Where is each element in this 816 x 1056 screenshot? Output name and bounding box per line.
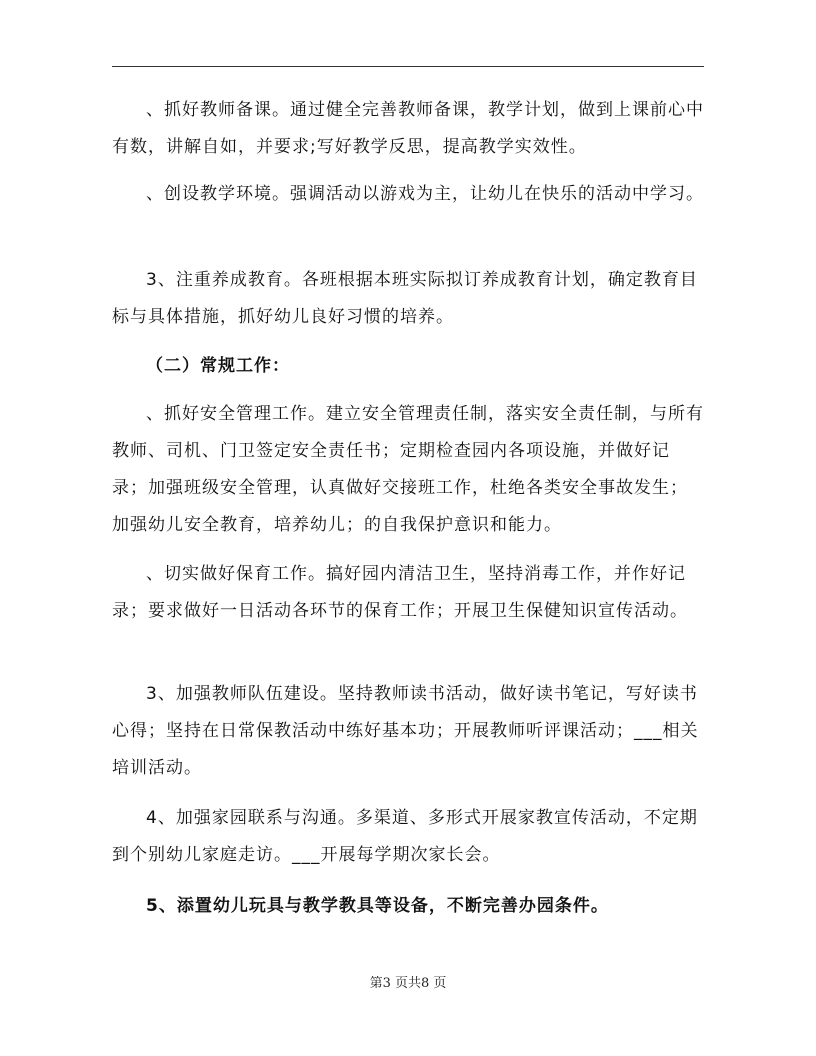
page-footer: 第3 页共8 页 bbox=[369, 976, 447, 991]
paragraph-childcare-work: 、切实做好保育工作。搞好园内清洁卫生，坚持消毒工作，并作好记录；要求做好一日活动各环节的保育工作；开展卫生保健知识宣传活动。 bbox=[112, 564, 688, 621]
section-heading-routine-work: （二）常规工作： bbox=[146, 356, 290, 376]
paragraph-safety-management: 、抓好安全管理工作。建立安全管理责任制，落实安全责任制，与所有教师、司机、门卫签定安全责任书；定期检查园内各项设施，并做好记录；加强班级安全管理，认真做好交接班工作，杜绝各类安全事故发生；加强幼儿安全教育，培养幼儿；的自我保护意识和能力。 bbox=[112, 404, 704, 535]
paragraph-teacher-team: 3、加强教师队伍建设。坚持教师读书活动，做好读书笔记，写好读书心得；坚持在日常保教活动中练好基本功；开展教师听评课活动；___相关培训活动。 bbox=[112, 684, 699, 778]
paragraph-teacher-lesson-prep: 、抓好教师备课。通过健全完善教师备课，教学计划，做到上课前心中有数，讲解自如，并要求;写好教学反思，提高教学实效性。 bbox=[112, 100, 704, 157]
paragraph-home-school: 4、加强家园联系与沟通。多渠道、多形式开展家教宣传活动，不定期到个别幼儿家庭走访。___开展每学期次家长会。 bbox=[112, 808, 698, 865]
paragraph-equipment: 5、添置幼儿玩具与教学教具等设备，不断完善办园条件。 bbox=[146, 896, 609, 916]
paragraph-habit-education: 3、注重养成教育。各班根据本班实际拟订养成教育计划，确定教育目标与具体措施，抓好幼儿良好习惯的培养。 bbox=[112, 270, 698, 327]
paragraph-teaching-environment: 、创设教学环境。强调活动以游戏为主，让幼儿在快乐的活动中学习。 bbox=[146, 184, 704, 204]
header-rule bbox=[112, 66, 704, 67]
